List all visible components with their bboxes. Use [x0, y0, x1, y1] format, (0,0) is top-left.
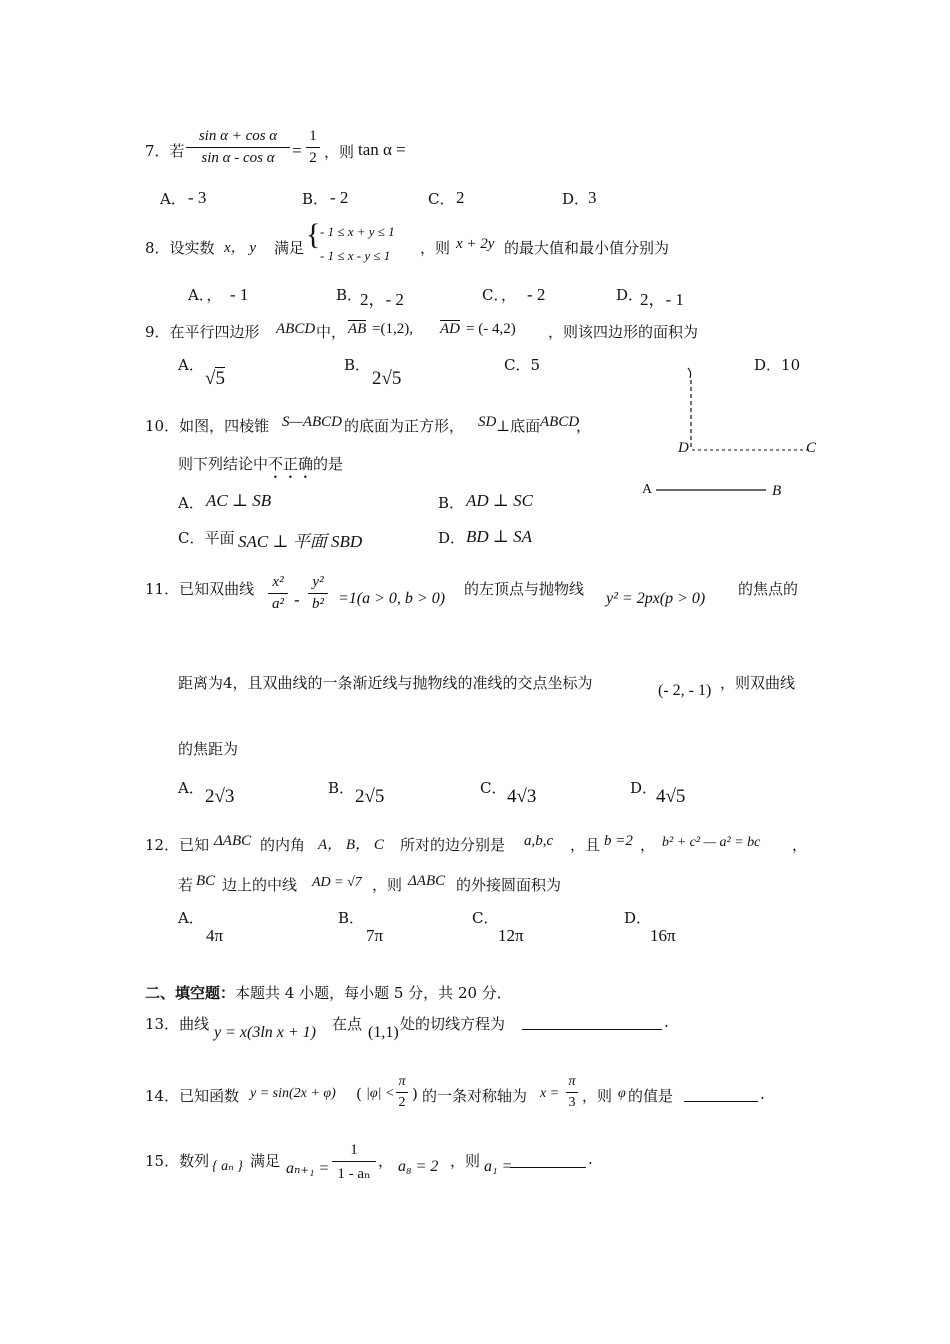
q12-triangle-2: ΔABC — [408, 873, 446, 889]
q10-line1-pre: 10．如图，四棱锥 — [145, 417, 270, 435]
q8-option-a-label: A．， — [188, 286, 222, 304]
q7-option-c-value: 2 — [456, 188, 465, 207]
q8-ineq-2: - 1 ≤ x - y ≤ 1 — [320, 248, 391, 263]
q12-line2-end: 的外接圆面积为 — [456, 876, 562, 894]
q9-abcd: ABCD — [276, 321, 316, 337]
q8-option-d-value: 2，- 1 — [640, 290, 684, 309]
q9-option-a-radicand: 5 — [215, 368, 225, 389]
q15-mid: 满足 — [250, 1152, 281, 1170]
q11-option-b-label: B． — [328, 779, 355, 797]
q7-fraction — [186, 128, 290, 167]
q10-line1-mid: 的底面为正方形， — [344, 417, 465, 435]
q14-cond-pre: ( — [356, 1085, 362, 1103]
q13-end: 处的切线方程为 — [400, 1015, 506, 1033]
q8-option-c-value: - 2 — [527, 285, 546, 304]
q10-option-b-label: B． — [438, 494, 465, 512]
q9-option-d: D．10 — [754, 356, 801, 374]
q7-frac-denominator: sin α - cos α — [201, 150, 275, 166]
q14-third-pi-top: π — [568, 1074, 576, 1089]
q11-end: 的焦点的 — [738, 580, 799, 598]
q11-frac-x — [268, 574, 288, 613]
q9-option-b-value: 2√5 — [372, 368, 402, 389]
q11-parabola: y² = 2px(p > 0) — [606, 590, 706, 607]
q15-end: ，则 — [450, 1152, 481, 1170]
q9-option-a-value: √5 — [205, 368, 225, 389]
q10-line2-pre: 则下列结论中 — [178, 455, 269, 473]
q10-option-a-label: A． — [178, 494, 204, 512]
q7-half — [306, 128, 320, 167]
q10-option-d-label: D． — [438, 529, 466, 547]
q10-line1-end: ， — [576, 417, 592, 435]
q9-vec-ad-name: AD — [440, 321, 460, 337]
q8-number: 8．设实数 — [145, 239, 215, 257]
q9-option-c: C．5 — [504, 356, 541, 374]
q9-tail: ，则该四边形的面积为 — [548, 323, 699, 341]
q12-option-c-label: C． — [472, 909, 499, 927]
q11-line3: 的焦距为 — [178, 740, 239, 758]
q14-function: y = sin(2x + φ) — [250, 1086, 336, 1101]
q9-vec-ab-value: =(1,2), — [372, 321, 413, 337]
q12-line2-pre: 若 — [178, 876, 194, 894]
q11-a2: a² — [272, 596, 284, 612]
q10-line1-mid2: ⊥底面 — [496, 417, 541, 435]
q11-option-a-value: 2√3 — [205, 786, 235, 807]
q9-option-b-label: B． — [344, 356, 371, 374]
q14-half-pi — [396, 1074, 408, 1111]
q7-number: 7．若 — [145, 142, 185, 160]
q10-fig-label-a: A — [642, 482, 653, 497]
q8-ineq-1: - 1 ≤ x + y ≤ 1 — [320, 224, 395, 239]
q11-option-b-value: 2√5 — [355, 786, 385, 807]
q8-option-b-label: B． — [336, 286, 363, 304]
q12-median: AD = √7 — [312, 875, 362, 890]
q9-vec-ab — [348, 321, 366, 338]
q13-period: . — [664, 1013, 669, 1031]
q11-option-d-value: 4√5 — [656, 786, 686, 807]
q14-half-pi-top: π — [398, 1074, 406, 1089]
q12-line1-mid3: ，且 — [570, 836, 601, 854]
q9-vec-ad — [440, 321, 460, 338]
q7-option-d-label: D． — [562, 190, 590, 208]
q12-option-d-label: D． — [624, 909, 652, 927]
q8-vars: x， y — [224, 240, 257, 256]
q7-option-b-label: B． — [302, 190, 329, 208]
q12-option-d-value: 16π — [650, 926, 676, 945]
q7-tail: ，则 — [324, 143, 355, 161]
q15-recurrence-left: aₙ₊₁ = — [286, 1160, 330, 1177]
q14-third-pi — [566, 1074, 578, 1111]
q14-end2: 的值是 — [628, 1087, 674, 1105]
q14-cond: |φ| < — [366, 1086, 395, 1101]
q11-mid: 的左顶点与抛物线 — [464, 580, 585, 598]
q13-point: (1,1) — [368, 1024, 399, 1041]
q10-base: ABCD — [540, 414, 580, 430]
q7-frac-numerator: sin α + cos α — [198, 128, 278, 144]
q10-fig-label-d: D — [678, 440, 689, 456]
q14-phi: φ — [618, 1086, 626, 1101]
q13-function: y = x(3ln x + 1) — [214, 1024, 316, 1041]
q11-condition: =1(a > 0, b > 0) — [338, 590, 446, 607]
q11-option-c-label: C． — [480, 779, 507, 797]
q9-mid: 中， — [316, 323, 347, 341]
q15-sep: ， — [378, 1152, 394, 1170]
q7-equals: = — [292, 141, 302, 160]
q9-vec-ab-name: AB — [348, 321, 367, 337]
q11-x2: x² — [272, 574, 284, 590]
q8-objective: x + 2y — [456, 236, 495, 252]
q14-third-pi-bottom: 3 — [568, 1095, 576, 1110]
q15-period: . — [588, 1150, 593, 1168]
q8-tail-pre: ，则 — [420, 239, 451, 257]
q8-satisfy: 满足 — [274, 239, 305, 257]
q8-option-c-label: C．， — [482, 286, 516, 304]
q15-answer-blank[interactable] — [510, 1151, 586, 1168]
q12-line2-mid: 边上的中线 — [222, 876, 298, 894]
q8-option-b-value: 2，- 2 — [360, 290, 404, 309]
q12-angles: A， B， C — [318, 837, 384, 853]
q9-pre: 9．在平行四边形 — [145, 323, 260, 341]
q15-recurrence-fraction — [332, 1142, 376, 1183]
q10-option-c-value: SAC ⊥ 平面 SBD — [238, 532, 363, 551]
q15-rec-top: 1 — [350, 1142, 358, 1158]
q12-option-c-value: 12π — [498, 926, 524, 945]
q7-option-a-label: A． — [160, 190, 186, 208]
q14-axis: x = — [540, 1086, 560, 1101]
q13-mid: 在点 — [332, 1015, 363, 1033]
q9-vec-ad-value: = (- 4,2) — [466, 321, 516, 337]
q7-option-d-value: 3 — [588, 188, 597, 207]
q14-pre: 14．已知函数 — [145, 1087, 240, 1105]
q9-option-a-label: A． — [178, 356, 204, 374]
q10-sd: SD — [478, 414, 497, 430]
q12-b-value: b =2 — [604, 833, 633, 849]
q8-tail: 的最大值和最小值分别为 — [504, 239, 670, 257]
q12-option-b-label: B． — [338, 909, 365, 927]
q12-option-a-label: A． — [178, 909, 204, 927]
q13-pre: 13．曲线 — [145, 1015, 210, 1033]
q10-option-b-value: AD ⊥ SC — [466, 491, 533, 510]
q7-option-c-label: C． — [428, 190, 455, 208]
q11-line2-end: ，则双曲线 — [720, 674, 796, 692]
q15-sequence: { aₙ } — [212, 1159, 243, 1174]
q10-option-d-value: BD ⊥ SA — [466, 527, 533, 546]
section-2-desc: 本题共 4 小题，每小题 5 分，共 20 分． — [235, 984, 512, 1002]
q10-fig-label-c: C — [806, 440, 817, 456]
q15-rec-bottom: 1 - aₙ — [337, 1166, 371, 1182]
q11-line2: 距离为4，且双曲线的一条渐近线与抛物线的准线的交点坐标为 — [178, 674, 593, 692]
q12-triangle: ΔABC — [214, 833, 252, 849]
q10-fig-label-b: B — [772, 483, 782, 499]
q11-option-a-label: A． — [178, 779, 204, 797]
q11-minus: - — [294, 590, 300, 609]
q7-option-b-value: - 2 — [330, 188, 349, 207]
q7-tan: tan α = — [358, 140, 406, 159]
q14-end: ，则 — [582, 1087, 613, 1105]
q8-option-d-label: D． — [616, 286, 644, 304]
q11-pre: 11．已知双曲线 — [145, 580, 255, 598]
q12-relation: b² + c² — a² = bc — [662, 835, 761, 850]
q8-brace: { — [306, 218, 321, 251]
q12-line1-mid2: 所对的边分别是 — [400, 836, 506, 854]
section-2-heading — [145, 982, 512, 1003]
section-2-title: 二、填空题： — [145, 984, 236, 1002]
q14-mid: 的一条对称轴为 — [422, 1087, 528, 1105]
q10-line2-emphasis: 不正确 — [268, 455, 314, 473]
q12-bc: BC — [196, 873, 216, 889]
q8-option-a-value: - 1 — [230, 285, 249, 304]
q11-option-c-value: 4√3 — [507, 786, 537, 807]
q12-line1-end: ， — [792, 836, 808, 854]
q15-a1: a₁ = — [484, 1158, 513, 1175]
q12-option-b-value: 7π — [366, 926, 384, 945]
q7-option-a-value: - 3 — [188, 188, 207, 207]
q12-line1-mid4: ， — [640, 836, 656, 854]
q14-answer-blank[interactable] — [684, 1085, 758, 1102]
q10-pyramid-figure — [630, 360, 820, 510]
q10-line2-end: 的是 — [313, 455, 344, 473]
q12-sides: a,b,c — [524, 833, 554, 849]
q15-a8: a₈ = 2 — [398, 1158, 439, 1175]
q11-y2: y² — [312, 574, 324, 590]
q10-pyramid: S—ABCD — [282, 414, 342, 430]
q12-line2-mid2: ，则 — [372, 876, 403, 894]
q13-answer-blank[interactable] — [522, 1013, 662, 1030]
q14-cond-end: ) — [412, 1085, 418, 1103]
q14-period: . — [760, 1085, 765, 1103]
q12-option-a-value: 4π — [206, 926, 224, 945]
q11-frac-y — [308, 574, 328, 613]
q12-line1-pre: 12．已知 — [145, 836, 210, 854]
q12-line1-mid: 的内角 — [260, 836, 306, 854]
q11-point: (- 2, - 1) — [658, 682, 712, 699]
q11-b2: b² — [312, 596, 324, 612]
q7-half-top: 1 — [309, 128, 317, 144]
q10-line2 — [178, 453, 343, 482]
q15-pre: 15．数列 — [145, 1152, 210, 1170]
q14-half-pi-bottom: 2 — [398, 1095, 406, 1110]
q10-option-c-label: C．平面 — [178, 529, 235, 547]
q11-option-d-label: D． — [630, 779, 658, 797]
q7-half-bottom: 2 — [309, 150, 317, 166]
q10-option-a-value: AC ⊥ SB — [206, 491, 272, 510]
